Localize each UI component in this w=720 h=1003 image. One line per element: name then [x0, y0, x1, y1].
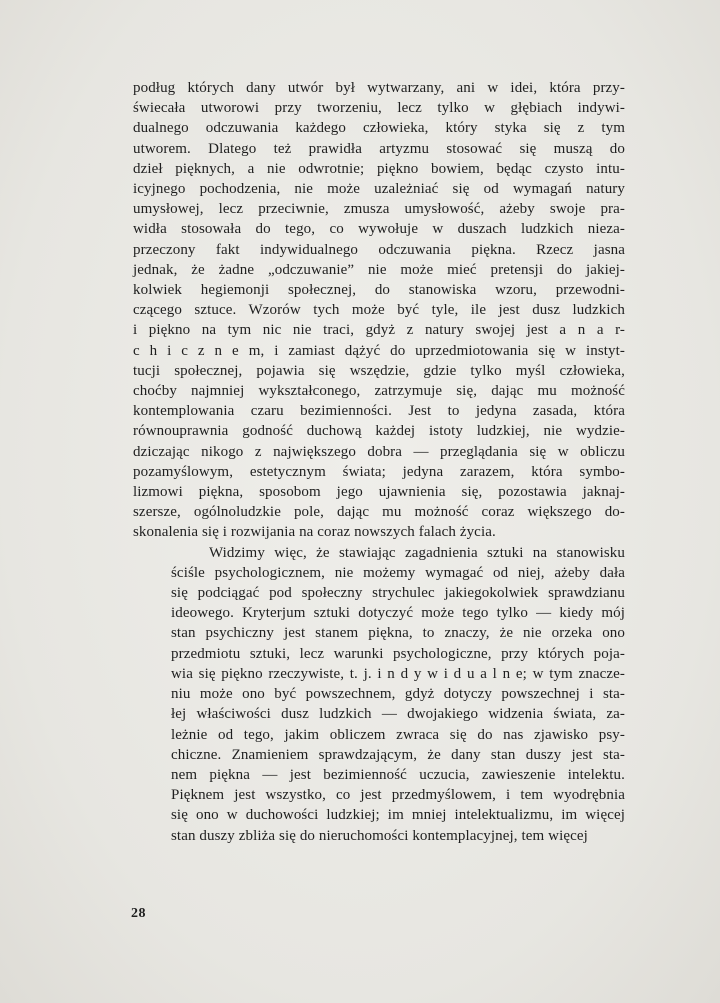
text-line: dziczając nikogo z największego dobra — przeglądania się w obliczu: [133, 443, 625, 460]
text-line: się podciągać pod społeczny strychulec jakiegokolwiek sprawdzianu: [171, 585, 625, 602]
text-line: ideowego. Kryterjum sztuki dotyczyć może tego tylko — kiedy mój: [171, 605, 625, 622]
text-line: stan duszy zbliża się do nieruchomości kontemplacyjnej, tem więcej: [171, 827, 588, 844]
text-line: szersze, ogólnoludzkie pole, dając mu możność coraz większego do-: [133, 504, 625, 521]
text-line: równouprawnia godność duchową każdej istoty ludzkiej, nie wydzie-: [133, 423, 625, 440]
text-line: umysłowej, lecz przeciwnie, zmusza umysłowość, ażeby swoje pra-: [133, 201, 625, 218]
text-line: i piękno na tym nic nie traci, gdyż z natury swojej jest a n a r-: [133, 322, 625, 339]
text-line: skonalenia się i rozwijania na coraz nowszych falach życia.: [133, 524, 496, 541]
text-line: dzieł pięknych, a nie odwrotnie; piękno bowiem, będąc czysto intu-: [133, 160, 625, 177]
text-line: Pięknem jest wszystko, co jest przedmyślowem, i tem wyodrębnia: [171, 787, 625, 804]
text-line: przedmiotu sztuki, lecz warunki psychologiczne, przy których poja-: [171, 645, 625, 662]
text-line: się ono w duchowości ludzkiej; im mniej intelektualizmu, im więcej: [171, 807, 625, 824]
text-line: pozamyślowym, estetycznym świata; jedyna zarazem, która symbo-: [133, 463, 625, 480]
text-line: łej właściwości dusz ludzkich — dwojakiego widzenia świata, za-: [171, 706, 625, 723]
text-line: ściśle psychologicznem, nie możemy wymagać od niej, ażeby dała: [171, 564, 625, 581]
text-line: kontemplowania czaru bezimienności. Jest to jedyna zasada, która: [133, 403, 625, 420]
text-line: jednak, że żadne „odczuwanie” nie może mieć pretensji do jakiej-: [133, 261, 625, 278]
text-line: wia się piękno rzeczywiste, t. j. i n d y w i d u a l n e; w tym znacze-: [171, 665, 625, 682]
text-line: nem piękna — jest bezimienność uczucia, zawieszenie intelektu.: [171, 766, 625, 783]
text-line: choćby najmniej wykształconego, zatrzymuje się, dając mu możność: [133, 383, 625, 400]
text-line: stan psychiczny jest stanem piękna, to znaczy, że nie orzeka ono: [171, 625, 625, 642]
text-line: kolwiek hegiemonji społecznej, do stanowiska wzoru, przewodni-: [133, 282, 625, 299]
text-line: czącego sztuce. Wzorów tych może być tyle, ile jest dusz ludzkich: [133, 302, 625, 319]
text-line: widła stosowała do tego, co wywołuje w duszach ludzkich nieza-: [133, 221, 625, 238]
text-line: dualnego odczuwania każdego człowieka, który styka się z tym: [133, 120, 625, 137]
text-line: tucji społecznej, pojawia się wszędzie, gdzie tylko myśl człowieka,: [133, 362, 625, 379]
text-line: utworem. Dlatego też prawidła artyzmu stosować się muszą do: [133, 140, 625, 157]
text-line: leżnie od tego, jakim obliczem zwraca się do nas zjawisko psy-: [171, 726, 625, 743]
page-number: 28: [131, 906, 146, 921]
text-line: podług których dany utwór był wytwarzany, ani w idei, która przy-: [133, 80, 625, 96]
text-line: lizmowi piękna, sposobom jego ujawnienia się, pozostawia jaknaj-: [133, 484, 625, 501]
paragraph: [133, 543, 625, 846]
text-line: niu może ono być powszechnem, gdyż dotyczy powszechnej i sta-: [171, 686, 625, 703]
text-line: przeczony fakt indywidualnego odczuwania piękna. Rzecz jasna: [133, 241, 625, 258]
text-line: Widzimy więc, że stawiając zagadnienia sztuki na stanowisku: [209, 544, 625, 561]
paragraph: [133, 78, 625, 543]
text-line: icyjnego pochodzenia, nie może uzależniać się od wymagań natury: [133, 181, 625, 198]
text-line: świecała utworowi przy tworzeniu, lecz tylko w głębiach indywi-: [133, 100, 625, 117]
text-line: chiczne. Znamieniem sprawdzającym, że dany stan duszy jest sta-: [171, 746, 625, 763]
body-text: [133, 78, 625, 846]
text-line: c h i c z n e m, i zamiast dążyć do uprzedmiotowania się w instyt-: [133, 342, 625, 359]
